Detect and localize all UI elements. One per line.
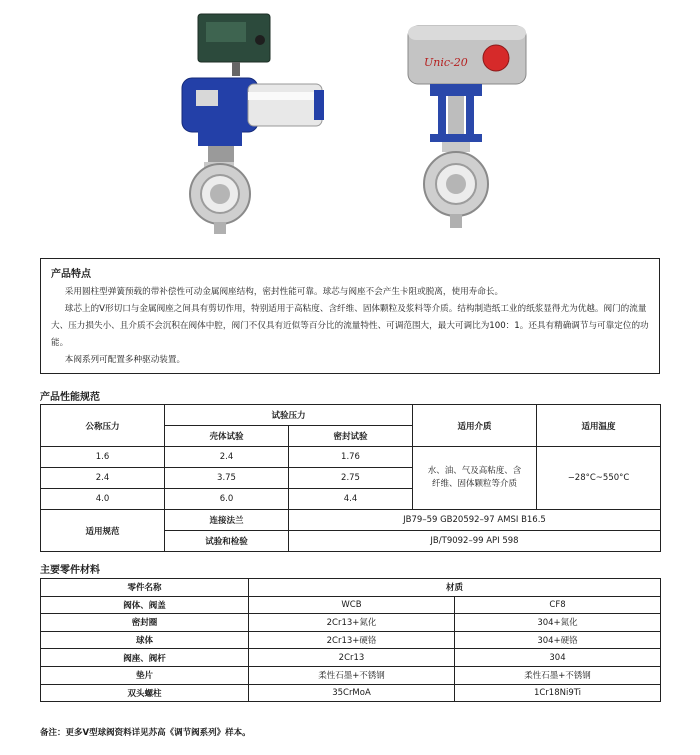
part-name: 阀体、阀盖 — [41, 596, 249, 614]
table-row — [41, 666, 661, 684]
seal-test-value: 4.4 — [289, 489, 413, 510]
nominal-pressure-value: 1.6 — [41, 447, 165, 468]
header-shell-test: 壳体试验 — [165, 426, 289, 447]
standard-value-flange: JB79–59 GB20592–97 AMSI B16.5 — [289, 510, 661, 531]
table-row — [41, 631, 661, 649]
nominal-pressure-value: 4.0 — [41, 489, 165, 510]
parts-table — [40, 578, 661, 702]
material-2: 304+氮化 — [455, 614, 661, 632]
part-name: 密封圈 — [41, 614, 249, 632]
features-paragraph-2: 球芯上的V形切口与金属阀座之间具有剪切作用，特别适用于高粘度、含纤维、固体颗粒及浆料等介质。结构制造纸工业的纸浆显得尤为优越。阀门的流量大、压力损失小、且介质不会沉积在阀体中腔，阀门不仅具有近似等百分比的流量特性、可调范围大，最大可调比为100：1。还具有精确调节与可靠定位的功能。 — [51, 304, 649, 348]
material-1: 2Cr13+硬铬 — [249, 631, 455, 649]
part-name: 双头螺柱 — [41, 684, 249, 702]
material-1: 35CrMoA — [249, 684, 455, 702]
part-name: 垫片 — [41, 666, 249, 684]
table-row — [41, 649, 661, 667]
seal-test-value: 2.75 — [289, 468, 413, 489]
material-2: CF8 — [455, 596, 661, 614]
table-row — [41, 510, 661, 531]
standard-label-flange: 连接法兰 — [165, 510, 289, 531]
parts-title: 主要零件材料 — [40, 565, 100, 576]
electric-valve-image — [390, 0, 550, 248]
header-temperature: 适用温度 — [537, 405, 661, 447]
features-paragraph-1: 采用圆柱型弹簧预载的带补偿性可动金属阀座结构，密封性能可靠。球芯与阀座不会产生卡阻或脱离，使用寿命长。 — [64, 287, 504, 297]
header-seal-test: 密封试验 — [289, 426, 413, 447]
seal-test-value: 1.76 — [289, 447, 413, 468]
part-name: 球体 — [41, 631, 249, 649]
temperature-value: −28°C~550°C — [537, 447, 661, 510]
header-part-name: 零件名称 — [41, 579, 249, 597]
shell-test-value: 2.4 — [165, 447, 289, 468]
material-2: 1Cr18Ni9Ti — [455, 684, 661, 702]
medium-value: 水、油、气及高粘度、含纤维、固体颗粒等介质 — [413, 447, 537, 510]
brand-logo-text: Unic-20 — [424, 56, 468, 69]
header-medium: 适用介质 — [413, 405, 537, 447]
standard-label-inspection: 试验和检验 — [165, 531, 289, 552]
shell-test-value: 6.0 — [165, 489, 289, 510]
material-1: WCB — [249, 596, 455, 614]
table-row — [41, 684, 661, 702]
standard-value-inspection: JB/T9092–99 API 598 — [289, 531, 661, 552]
material-1: 2Cr13+氮化 — [249, 614, 455, 632]
performance-table — [40, 404, 661, 552]
nominal-pressure-value: 2.4 — [41, 468, 165, 489]
header-material: 材质 — [249, 579, 661, 597]
header-test-pressure: 试验压力 — [165, 405, 413, 426]
shell-test-value: 3.75 — [165, 468, 289, 489]
table-row — [41, 596, 661, 614]
header-nominal-pressure: 公称压力 — [41, 405, 165, 447]
material-2: 柔性石墨+不锈钢 — [455, 666, 661, 684]
part-name: 阀座、阀杆 — [41, 649, 249, 667]
material-1: 2Cr13 — [249, 649, 455, 667]
pneumatic-valve-image — [150, 0, 350, 248]
performance-title: 产品性能规范 — [40, 392, 100, 403]
features-box — [40, 258, 660, 374]
features-paragraph-3: 本阀系列可配置多种驱动装置。 — [64, 355, 186, 365]
material-1: 柔性石墨+不锈钢 — [249, 666, 455, 684]
table-row — [41, 447, 661, 468]
standards-label: 适用规范 — [41, 510, 165, 552]
material-2: 304+硬铬 — [455, 631, 661, 649]
footnote: 备注：更多V型球阀资料详见苏高《调节阀系列》样本。 — [40, 728, 251, 738]
table-row — [41, 614, 661, 632]
material-2: 304 — [455, 649, 661, 667]
features-title: 产品特点 — [51, 269, 91, 280]
